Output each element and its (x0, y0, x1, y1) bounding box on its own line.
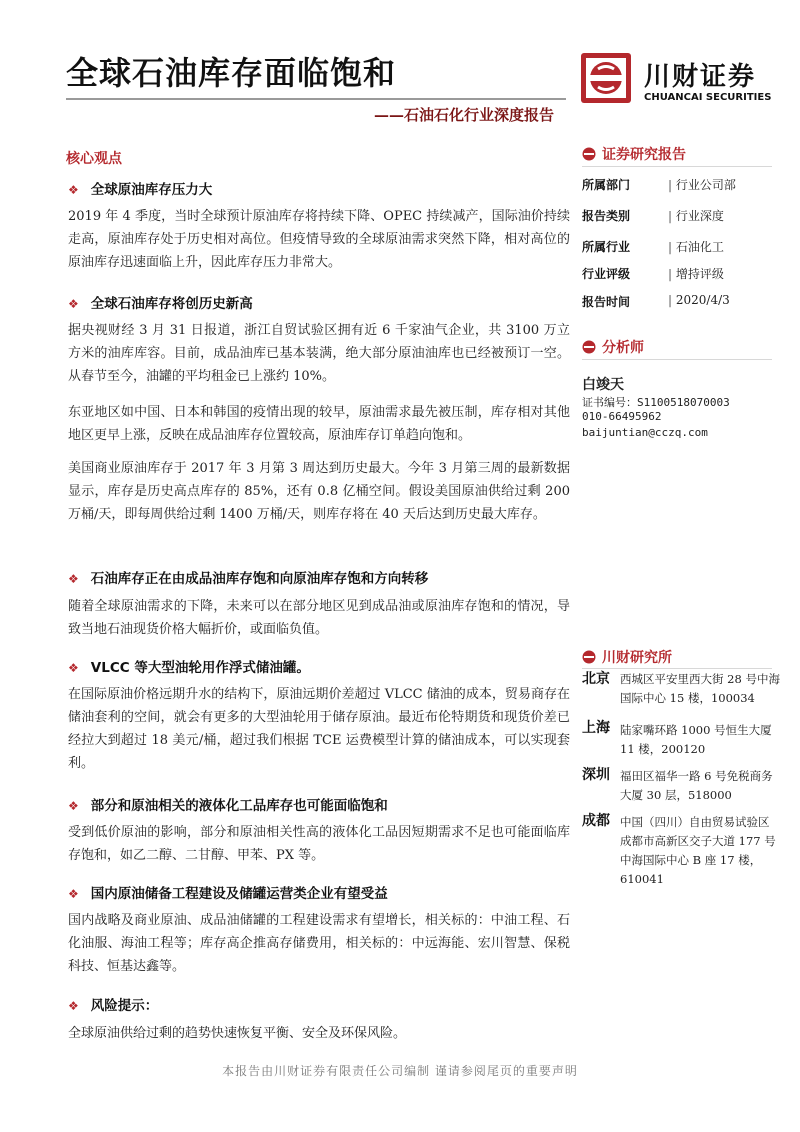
section-heading: ❖ 部分和原油相关的液体化工品库存也可能面临饱和 (68, 798, 388, 814)
diamond-bullet-icon: ❖ (68, 799, 79, 813)
meta-value: | 行业公司部 (668, 176, 736, 193)
page-title: 全球石油库存面临饱和 (66, 54, 397, 92)
office-address: 西城区平安里西大街 28 号中海国际中心 15 楼，100034 (620, 672, 780, 705)
core-views-label: 核心观点 (66, 151, 122, 167)
section-paragraph: 全球原油供给过剩的趋势快速恢复平衡、安全及环保风险。 (68, 1026, 407, 1041)
meta-value: | 石油化工 (668, 238, 724, 255)
meta-row-date (582, 293, 782, 315)
section-paragraph: 随着全球原油需求的下降，未来可以在部分地区见到成品油或原油库存饱和的情况，导致当地石油现货价格大幅折价，或面临负值。 (68, 599, 570, 637)
meta-key: 报告类别 (582, 209, 631, 223)
meta-key: 行业评级 (582, 267, 631, 281)
analyst-email[interactable]: baijuntian@cczq.com (582, 426, 708, 439)
section-paragraph: 据央视财经 3 月 31 日报道，浙江自贸试验区拥有近 6 千家油气企业，共 3100 万立方米的油库库容。目前，成品油库已基本装满，绝大部分原油油库也已经被预订一空。从春节至今，油罐的平均租金已上涨约 10%。 (68, 323, 570, 384)
meta-row-category (582, 207, 782, 229)
meta-key: 所属部门 (582, 178, 631, 192)
section-paragraph: 东亚地区如中国、日本和韩国的疫情出现的较早，原油需求最先被压制，库存相对其他地区更早上涨，反映在成品油库存位置较高，原油库存订单趋向饱和。 (68, 405, 570, 443)
meta-row-department (582, 176, 782, 198)
section-paragraph: 2019 年 4 季度，当时全球预计原油库存将持续下降、OPEC 持续减产，国际油价持续走高，原油库存处于历史相对高位。但疫情导致的全球原油需求突然下降，相对高位的原油库存迅速面临上升，因此库存压力非常大。 (68, 209, 570, 270)
footer-disclaimer: 本报告由川财证券有限责任公司编制 谨请参阅尾页的重要声明 (222, 1064, 578, 1078)
diamond-bullet-icon: ❖ (68, 297, 79, 311)
section-heading: ❖ 风险提示： (68, 998, 159, 1014)
office-city: 北京 (582, 671, 610, 687)
meta-key: 报告时间 (582, 295, 631, 309)
meta-value: | 2020/4/3 (668, 293, 730, 307)
sidebar-divider (582, 668, 772, 669)
meta-value: | 行业深度 (668, 207, 724, 224)
page-subtitle: ——石油石化行业深度报告 (374, 106, 555, 124)
diamond-bullet-icon: ❖ (68, 183, 79, 197)
logo-mark-icon (582, 650, 596, 664)
office-city: 深圳 (582, 767, 610, 783)
institute-header: 川财研究所 (582, 647, 672, 667)
section-heading: ❖ 全球原油库存压力大 (68, 182, 213, 198)
logo-english-name: CHUANCAI SECURITIES (644, 92, 772, 103)
meta-key: 所属行业 (582, 240, 631, 254)
section-heading: ❖ 国内原油储备工程建设及储罐运营类企业有望受益 (68, 886, 388, 902)
office-city: 上海 (582, 720, 610, 736)
analyst-phone: 010-66495962 (582, 410, 662, 423)
analyst-header: 分析师 (582, 337, 644, 357)
logo-mark-icon (582, 340, 596, 354)
meta-row-rating (582, 265, 782, 287)
section-heading: ❖ VLCC 等大型油轮用作浮式储油罐。 (68, 660, 310, 676)
office-address: 陆家嘴环路 1000 号恒生大厦 11 楼，200120 (620, 723, 772, 756)
section-paragraph: 在国际原油价格远期升水的结构下，原油远期价差超过 VLCC 储油的成本，贸易商存在储油套利的空间，就会有更多的大型油轮用于储存原油。最近布伦特期货和现货价差已经拉大到超过 18 美元/桶，超过我们根据 TCE 运费模型计算的储油成本，可以实现套利。 (68, 687, 570, 771)
report-header: 证券研究报告 (582, 144, 686, 164)
section-paragraph: 受到低价原油的影响，部分和原油相关性高的液体化工品因短期需求不足也可能面临库存饱和，如乙二醇、二甘醇、甲苯、PX 等。 (68, 825, 570, 863)
office-city: 成都 (582, 813, 610, 829)
meta-row-industry (582, 238, 782, 260)
section-paragraph: 国内战略及商业原油、成品油储罐的工程建设需求有望增长，相关标的：中油工程、石化油服、海油工程等；库存高企推高存储费用，相关标的：中远海能、宏川智慧、保税科技、恒基达鑫等。 (68, 913, 570, 974)
sidebar-divider (582, 359, 772, 360)
diamond-bullet-icon: ❖ (68, 661, 79, 675)
diamond-bullet-icon: ❖ (68, 572, 79, 586)
logo-name: 川财证券 (644, 62, 757, 92)
meta-value: | 增持评级 (668, 265, 724, 282)
office-address: 福田区福华一路 6 号免税商务大厦 30 层，518000 (620, 769, 773, 802)
section-heading: ❖ 全球石油库存将创历史新高 (68, 296, 253, 312)
section-heading: ❖ 石油库存正在由成品油库存饱和向原油库存饱和方向转移 (68, 571, 429, 587)
section-paragraph: 美国商业原油库存于 2017 年 3 月第 3 周达到历史最大。今年 3 月第三周的最新数据显示，库存是历史高点库存的 85%，还有 0.8 亿桶空间。假设美国原油供给过剩 200 万桶/天，即每周供给过剩 1400 万桶/天，则库存将在 40 天后达到历史最大库存。 (68, 461, 570, 522)
analyst-name: 白竣天 (582, 377, 624, 393)
header-divider (66, 98, 566, 100)
office-address: 中国（四川）自由贸易试验区成都市高新区交子大道 177 号中海国际中心 B 座 17 楼，610041 (620, 815, 776, 886)
company-logo (580, 52, 770, 112)
analyst-cert: 证书编号：S1100518070003 (582, 396, 730, 409)
diamond-bullet-icon: ❖ (68, 887, 79, 901)
sidebar-divider (582, 166, 772, 167)
diamond-bullet-icon: ❖ (68, 999, 79, 1013)
logo-badge-icon (580, 52, 632, 104)
logo-mark-icon (582, 147, 596, 161)
